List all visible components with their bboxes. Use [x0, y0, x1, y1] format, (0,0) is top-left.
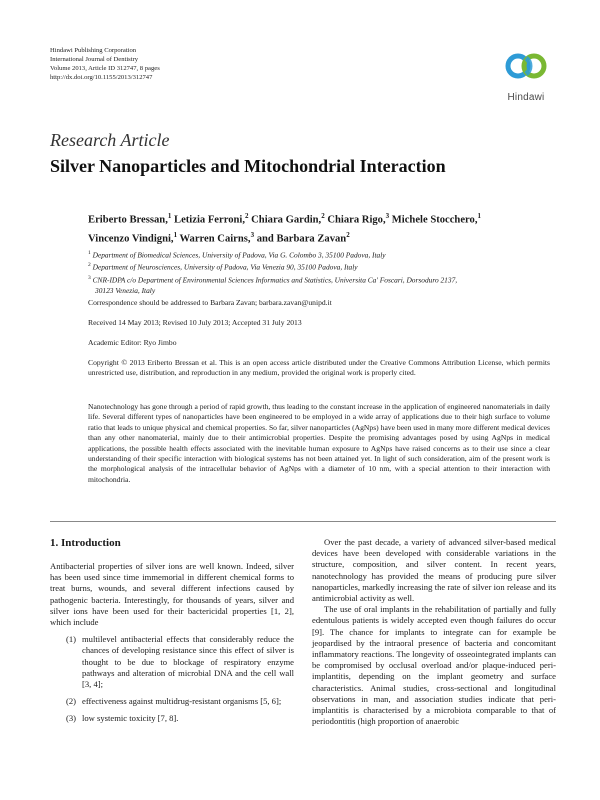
author-affil-mark: 1 [477, 212, 481, 220]
author-affil-mark: 1 [167, 212, 172, 220]
author-name: and Barbara Zavan [256, 233, 347, 245]
affil-mark: 2 [88, 262, 91, 269]
author-affil-mark: 2 [321, 212, 325, 220]
intro-paragraph: Antibacterial properties of silver ions are well known. Indeed, silver has been used since time immemorial in different chemical forms to treat burns, wounds, and several different infections caused by pathogenic bacteria. Interestingly, for thousands of years, silver and silver ions have been used for their bactericidal properties [1, 2], which include [50, 561, 294, 628]
list-number: (1) [66, 634, 77, 645]
logo-text: Hindawi [507, 92, 545, 103]
affiliation-3 [88, 273, 558, 285]
author-name: Chiara Rigo, [327, 214, 386, 226]
paragraph: Over the past decade, a variety of advanced silver-based medical devices have been developed with considerable variations in the structure, composition, and silver content. In recent years, nanotechnology has provided the means of producing pure silver nanoparticles, markedly increasing the rate of silver ion release and its antimicrobial activity as well. [312, 537, 556, 604]
author-affil-mark: 2 [245, 212, 249, 220]
abstract: Nanotechnology has gone through a period of rapid growth, thus leading to the constant increase in the application of engineered nanomaterials in daily life. Several different types of nanoparticles have been engineered to be employed in a wide array of applications due to their high surface to volume ratio that leads to unique physical and chemical properties. So far, silver nanoparticles (AgNps) have been used in many more different medical devices than any other nanomaterial, mainly due to their antimicrobial properties. Despite the promising advantages posed by using AgNps in medical applications, the possible health effects associated with the inevitable human exposure to AgNps have raised concerns as to their use since a clear understanding of their specific interaction with biological systems has not been attained yet. In light of such consideration, aim of the present work is the morphological analysis of the intracellular behavior of AgNps with a diameter of 10 nm, with a special attention to their interaction with mitochondria. [88, 402, 550, 484]
affiliation-2 [88, 260, 558, 272]
affil-text: Department of Neurosciences, University of Padova, Via Venezia 90, 35100 Padova, Italy [92, 262, 358, 272]
copyright-notice: Copyright © 2013 Eriberto Bressan et al. This is an open access article distributed under the Creative Commons Attribution License, which permits unrestricted use, distribution, and reproduction in any medium, provided the original work is properly cited. [88, 358, 550, 378]
affiliation-3-continued: 30123 Venezia, Italy [95, 286, 156, 296]
paragraph: The use of oral implants in the rehabilitation of partially and fully edentulous patients is widely accepted even though failures do occur [9]. The chance for implants to integrate can for example be jeopardised by the intraoral presence of bacteria and concomitant inflammatory reactions. The longevity of osseointegrated implants can be compromised by occlusal overload and/or plaque-induced peri-implantitis, depending on the implant geometry and surface characteristics. Animal studies, cross-sectional and longitudinal observations in man, and association studies indicate that peri-implantitis is characterised by a microbiota comparable to that of periodontitis (high proportion of anaerobic [312, 604, 556, 727]
correspondence: Correspondence should be addressed to Barbara Zavan; barbara.zavan@unipd.it [88, 298, 332, 307]
author-affil-mark: 2 [346, 230, 350, 239]
author-name: Eriberto Bressan, [88, 214, 168, 226]
list-number: (3) [66, 713, 77, 724]
list-item [50, 634, 294, 690]
list-item [50, 696, 294, 707]
volume-info: Volume 2013, Article ID 312747, 8 pages [50, 65, 160, 72]
affiliation-1 [88, 248, 558, 260]
author-line-2 [88, 228, 558, 247]
article-title: Silver Nanoparticles and Mitochondrial Interaction [50, 156, 446, 176]
affiliations [88, 248, 558, 296]
article-type: Research Article [50, 130, 170, 150]
publisher: Hindawi Publishing Corporation [50, 47, 137, 54]
author-name: Chiara Gardin, [251, 214, 322, 226]
property-list [50, 634, 294, 724]
list-item [50, 713, 294, 724]
left-column [50, 561, 294, 731]
author-name: Warren Cairns, [179, 233, 251, 245]
section-divider [50, 521, 556, 522]
author-name: Vincenzo Vindigni, [88, 233, 174, 245]
affil-text: Department of Biomedical Sciences, University of Padova, Via G. Colombo 3, 35100 Padova, Italy [92, 250, 386, 260]
author-name: Letizia Ferroni, [174, 214, 245, 226]
author-line-1 [88, 209, 558, 228]
list-text: effectiveness against multidrug-resistant organisms [5, 6]; [82, 696, 282, 707]
affil-mark: 3 [88, 274, 91, 281]
author-list [88, 209, 558, 246]
list-text: multilevel antibacterial effects that considerably reduce the chances of developing resistance since this effect of silver is thought to be due to blockage of respiratory enzyme pathways and alteration of microbial DNA and the cell wall [3, 4]; [82, 634, 294, 690]
affil-mark: 1 [88, 250, 91, 256]
list-text: low systemic toxicity [7, 8]. [82, 713, 179, 724]
article-dates: Received 14 May 2013; Revised 10 July 2013; Accepted 31 July 2013 [88, 318, 302, 327]
affil-text: CNR-IDPA c/o Department of Environmental Sciences Informatics and Statistics, Universita Ca' Foscari, Dorsoduro 2137, [92, 275, 458, 285]
right-column [312, 537, 556, 727]
doi-link[interactable]: http://dx.doi.org/10.1155/2013/312747 [50, 74, 153, 81]
author-affil-mark: 3 [250, 230, 255, 239]
author-affil-mark: 3 [385, 212, 390, 220]
publication-info [50, 46, 160, 82]
journal-name: International Journal of Dentistry [50, 56, 139, 63]
section-heading: 1. Introduction [50, 537, 121, 549]
author-name: Michele Stocchero, [391, 214, 478, 226]
list-number: (2) [66, 696, 77, 707]
author-affil-mark: 1 [173, 230, 178, 239]
academic-editor: Academic Editor: Ryo Jimbo [88, 338, 177, 347]
